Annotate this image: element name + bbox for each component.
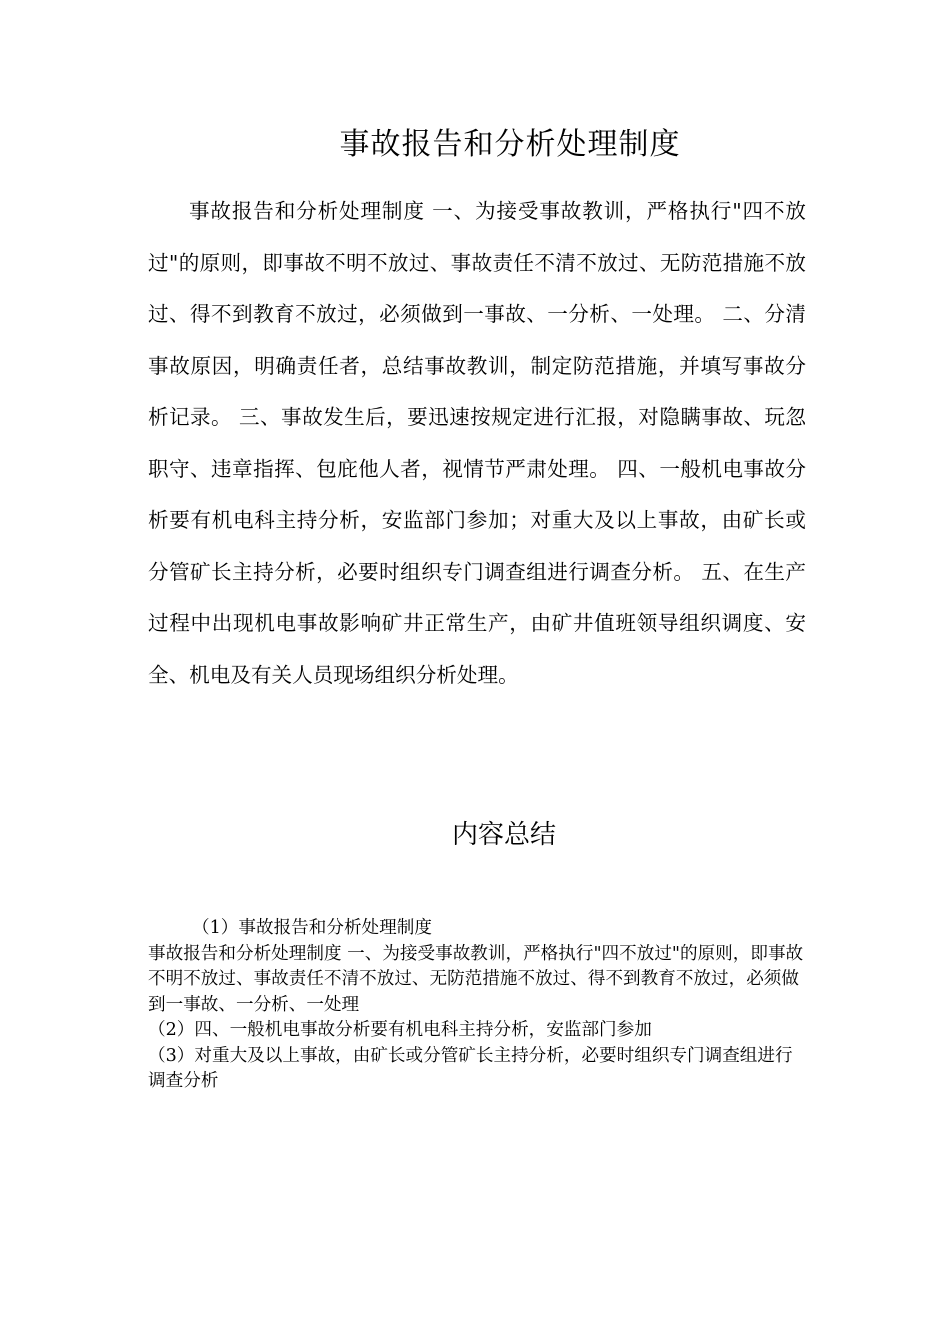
summary-item-1-body: 事故报告和分析处理制度 一、为接受事故教训，严格执行"四不放过"的原则，即事故不明不放过、事故责任不清不放过、无防范措施不放过、得不到教育不放过，必须做到一事故、一分析、一处理: [148, 943, 804, 1015]
summary-item-2: （2）四、一般机电事故分析要有机电科主持分析，安监部门参加: [148, 1020, 652, 1040]
body-paragraph: 事故报告和分析处理制度 一、为接受事故教训，严格执行"四不放过"的原则，即事故不明不放过、事故责任不清不放过、无防范措施不放过、得不到教育不放过，必须做到一事故、一分析、一处理。 二、分清事故原因，明确责任者，总结事故教训，制定防范措施，并填写事故分析记录。 三、事故发生后，要迅速按规定进行汇报，对隐瞒事故、玩忽职守、违章指挥、包庇他人者，视情节严肃处理。 四、一般机电事故分析要有机电科主持分析，安监部门参加；对重大及以上事故，由矿长或分管矿长主持分析，必要时组织专门调查组进行调查分析。 五、在生产过程中出现机电事故影响矿井正常生产，由矿井值班领导组织调度、安全、机电及有关人员现场组织分析处理。: [148, 199, 806, 687]
document-title: 事故报告和分析处理制度: [339, 127, 681, 162]
summary-item-3: （3）对重大及以上事故，由矿长或分管矿长主持分析，必要时组织专门调查组进行调查分析: [148, 1045, 793, 1091]
summary-item-1-heading: （1）事故报告和分析处理制度: [192, 918, 432, 938]
summary-title: 内容总结: [451, 820, 556, 850]
summary-section: [148, 916, 808, 1095]
